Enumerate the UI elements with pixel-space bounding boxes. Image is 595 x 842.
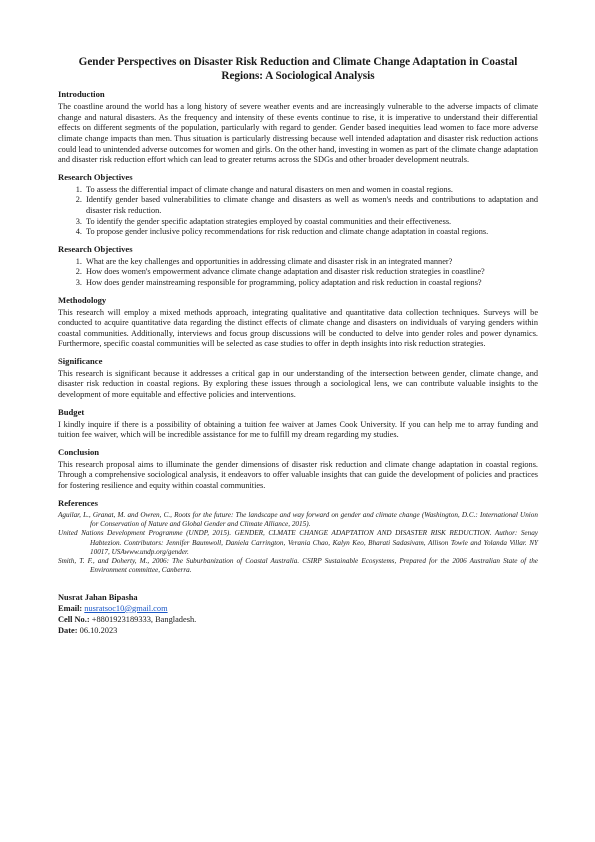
budget-text: I kindly inquire if there is a possibility of obtaining a tuition fee waiver at James Cook University. If you can help me to array funding and tuition fee waiver, which will be incredible assistance for me to fulfill my dream regarding my studies. [58, 419, 538, 440]
methodology-text: This research will employ a mixed methods approach, integrating qualitative and quantitative data collection techniques. Surveys will be conducted to acquire quantitative data regarding the distinct effects of climate change and disasters on individuals of varying genders within coastal communities. Additionally, interviews and focus group discussions will be conducted to delve into gender roles and power dynamics. Furthermore, specific coastal communities will be selected as case studies to offer in depth insights into risk reduction strategies. [58, 307, 538, 349]
reference-item: Aguilar, L., Granat, M. and Owren, C., Roots for the future: The landscape and way forward on gender and climate change (Washington, D.C.: International Union for Conservation of Nature and Global Gender and Climate Alliance, 2015). [58, 510, 538, 528]
email-label: Email: [58, 603, 83, 613]
conclusion-heading: Conclusion [58, 446, 100, 457]
introduction-text: The coastline around the world has a long history of severe weather events and are increasingly vulnerable to the adverse impacts of climate change and natural disasters. As the frequency and intensity of these events continue to rise, it is imperative to understand their differential effects on different segments of the population, particularly with regard to gender. Gender based inequities lead women to face more adverse climate change impacts than men. Thus situation is particularly distressing because well intended adaptation and disaster risk reduction actions could lead to unintended adverse outcomes for women and girls. On the other hand, investing in women as part of the climate change adaptation and disaster risk reduction effort which can lead to greater returns across the SDGs and other broader development neutrals. [58, 102, 538, 165]
signature-block [58, 592, 538, 636]
research-objectives-heading: Research Objectives [58, 171, 133, 182]
references-heading: References [58, 497, 98, 508]
research-questions-heading: Research Objectives [58, 243, 133, 254]
list-item: 1. What are the key challenges and opportunities in addressing climate and disaster risk in an integrated manner? [84, 257, 538, 268]
methodology-heading: Methodology [58, 294, 107, 305]
date-value: 06.10.2023 [79, 625, 118, 635]
email-link[interactable]: nusratsoc10@gmail.com [84, 603, 168, 613]
date-line [58, 625, 538, 636]
list-item: 2. How does women's empowerment advance climate change adaptation and disaster risk reduction strategies in coastline? [84, 267, 538, 278]
author-name: Nusrat Jahan Bipasha [58, 592, 138, 602]
list-item: 1. To assess the differential impact of climate change and natural disasters on men and women in coastal regions. [84, 185, 538, 196]
research-questions-list [58, 257, 538, 289]
document-title: Gender Perspectives on Disaster Risk Reduction and Climate Change Adaptation in Coastal Regions: A Sociological Analysis [78, 56, 518, 82]
list-item: 3. To identify the gender specific adaptation strategies employed by coastal communities and their effectiveness. [84, 217, 538, 228]
reference-item: Smith, T. F., and Doherty, M., 2006: The Suburbanization of Coastal Australia. CSIRP Sustainable Ecosystems, Prepared for the 2006 Australian State of the Environment committee, Canberra. [58, 557, 538, 575]
significance-text: This research is significant because it addresses a critical gap in our understanding of the intersection between gender, climate change, and disaster risk reduction in coastal regions. By exploring these issues through a sociological lens, we can contribute valuable insights to the development of more equitable and effective policies and interventions. [58, 368, 538, 400]
list-item: 2. Identify gender based vulnerabilities to climate change and disasters as well as women's needs and contributions to adaptation and disaster risk reduction. [84, 195, 538, 216]
list-item: 4. To propose gender inclusive policy recommendations for risk reduction and climate change adaptation in coastal regions. [84, 227, 538, 238]
email-line [58, 603, 538, 614]
research-objectives-list [58, 185, 538, 238]
significance-heading: Significance [58, 355, 103, 366]
cell-value: +8801923189333, Bangladesh. [91, 614, 197, 624]
reference-item: United Nations Development Programme (UNDP, 2015). GENDER, CLMATE CHANGE ADAPTATION AND DISASTER RISK REDUCTION. Author: Senay Habtezion. Contributors: Jennifer Baumwoll, Daniela Carrington, Verania Chao, Kalyn Keo, Bharati Sadasivam, Allison Towle and Yolanda Villar. NY 10017, USAwww.undp.org/gender. [58, 529, 538, 556]
date-label: Date: [58, 625, 78, 635]
budget-heading: Budget [58, 406, 85, 417]
list-item: 3. How does gender mainstreaming responsible for programming, policy adaptation and risk reduction in coastal regions? [84, 278, 538, 289]
cell-label: Cell No.: [58, 614, 90, 624]
introduction-heading: Introduction [58, 89, 105, 100]
cell-line [58, 614, 538, 625]
conclusion-text: This research proposal aims to illuminate the gender dimensions of disaster risk reduction and climate change adaptation in coastal regions. Through a comprehensive sociological analysis, it endeavors to offer valuable insights that can guide the development of policies and practices for fostering resilience and equity within coastal communities. [58, 459, 538, 491]
references-list [58, 511, 538, 576]
